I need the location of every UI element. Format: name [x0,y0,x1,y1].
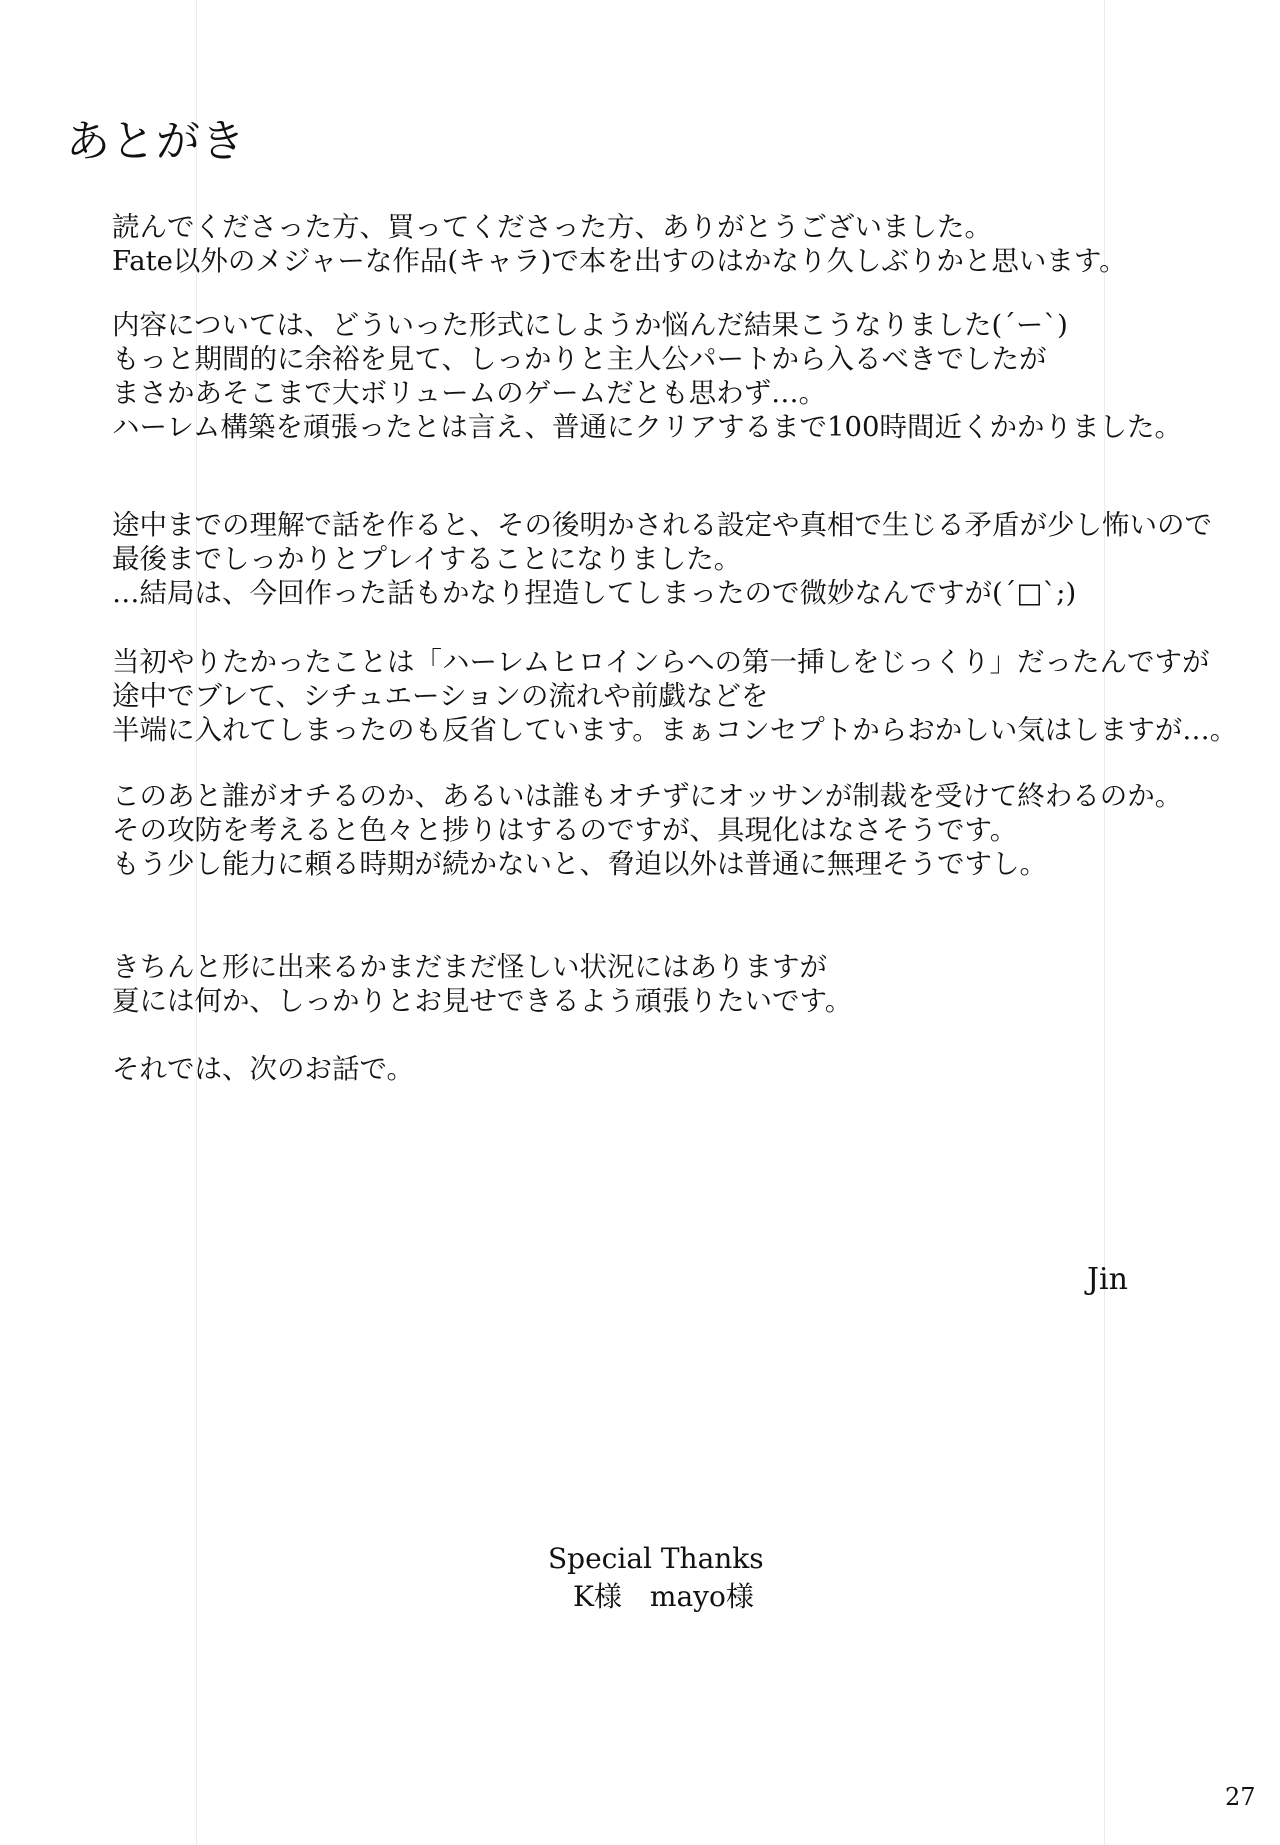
text-line: 最後までしっかりとプレイすることになりました。 [112,543,742,575]
paragraph-2 [112,308,1192,444]
text-line: もっと期間的に余裕を見て、しっかりと主人公パートから入るべきでしたが [112,343,1047,375]
text-line: 夏には何か、しっかりとお見せできるよう頑張りたいです。 [112,985,853,1017]
special-thanks-names: K様 mayo様 [573,1580,754,1613]
text-line: 読んでくださった方、買ってくださった方、ありがとうございました。 [112,211,992,243]
text-line: 途中までの理解で話を作ると、その後明かされる設定や真相で生じる矛盾が少し怖いので [112,509,1212,541]
author-signature: Jin [1087,1262,1128,1297]
text-line: このあと誰がオチるのか、あるいは誰もオチずにオッサンが制裁を受けて終わるのか。 [112,780,1183,812]
paragraph-4 [112,645,1238,747]
paragraph-1 [112,210,1192,278]
page-number: 27 [1225,1783,1256,1811]
text-line: 半端に入れてしまったのも反省しています。まぁコンセプトからおかしい気はしますが…。 [112,714,1238,746]
text-line: きちんと形に出来るかまだまだ怪しい状況にはありますが [112,951,827,983]
text-line: その攻防を考えると色々と捗りはするのですが、具現化はなさそうです。 [112,814,1018,846]
text-line: 当初やりたかったことは「ハーレムヒロインらへの第一挿しをじっくり」だったんですが [112,646,1210,678]
text-line: …結局は、今回作った話もかなり捏造してしまったので微妙なんですが(´□`;) [112,577,1077,609]
text-line: 内容については、どういった形式にしようか悩んだ結果こうなりました(´ー`) [112,309,1068,341]
special-thanks-heading: Special Thanks [548,1542,764,1575]
text-line: もう少し能力に頼る時期が続かないと、脅迫以外は普通に無理そうですし。 [112,848,1047,880]
text-line: まさかあそこまで大ボリュームのゲームだとも思わず…。 [112,377,827,409]
paragraph-5 [112,779,1192,881]
page-title: あとがき [66,116,246,167]
paragraph-3 [112,508,1212,610]
text-line: ハーレム構築を頑張ったとは言え、普通にクリアするまで100時間近くかかりました。 [112,411,1182,443]
paragraph-6 [112,950,1192,1018]
text-line: それでは、次のお話で。 [112,1053,414,1085]
paragraph-7 [112,1052,1192,1086]
text-line: Fate以外のメジャーな作品(キャラ)で本を出すのはかなり久しぶりかと思います。 [112,245,1127,277]
text-line: 途中でブレて、シチュエーションの流れや前戯などを [112,680,769,712]
